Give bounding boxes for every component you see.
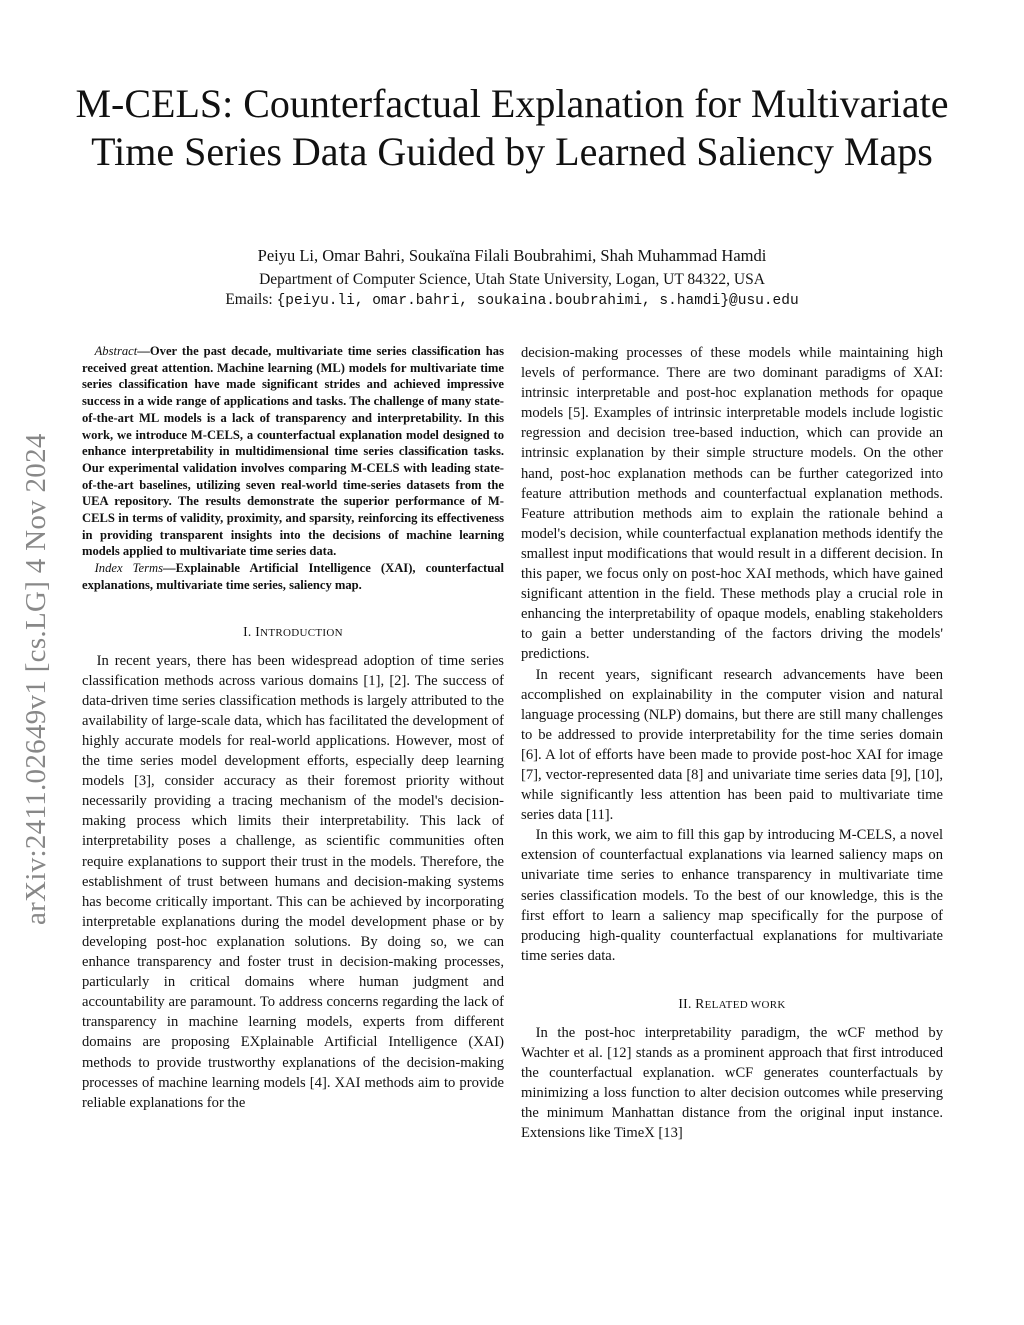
- abstract-text: —Over the past decade, multivariate time series classification has received great attention. Machine learning (ML) models for multivariate time series classification have made significant strides and achieved impressive success in a wide range of applications and tasks. The challenge of many state-of-the-art ML models is a lack of transparency and interpretability. In this work, we introduce M-CELS, a counterfactual explanation model designed to enhance interpretability in multidimensional time series classification tasks. Our experimental validation involves comparing M-CELS with leading state-of-the-art baselines, utilizing seven real-world time-series datasets from the UEA repository. The results demonstrate the superior performance of M-CELS in terms of validity, proximity, and sparsity, reinforcing its effectiveness in providing transparent insights into the decisions of machine learning models applied to multivariate time series data.: [82, 344, 504, 559]
- section-number: II. R: [678, 995, 705, 1011]
- section-title: ELATED WORK: [704, 998, 786, 1011]
- index-terms-text: —Explainable Artificial Intelligence (XAI), counterfactual explanations, multivariate time series, saliency map.: [82, 561, 505, 592]
- section-number: I. I: [243, 623, 261, 639]
- arxiv-identifier: arXiv:2411.02649v1 [cs.LG] 4 Nov 2024: [20, 433, 52, 925]
- emails-label: Emails:: [225, 291, 277, 308]
- abstract-label: Abstract: [94, 344, 138, 358]
- index-terms: [82, 560, 504, 593]
- section-heading-related-work: [521, 994, 943, 1015]
- authors: Peiyu Li, Omar Bahri, Soukaïna Filali Boubrahimi, Shah Muhammad Hamdi: [257, 246, 767, 265]
- email-addresses: {peiyu.li, omar.bahri, soukaina.boubrahimi, s.hamdi}@usu.edu: [276, 293, 799, 309]
- paragraph: In recent years, significant research advancements have been accomplished on explainability in the computer vision and natural language processing (NLP) domains, but there are still many challenges to be addressed to provide interpretability for the time series domain [6]. A lot of efforts have been made to provide post-hoc XAI for image [7], vector-represented data [8] and univariate time series data [9], [10], while significantly less attention has been paid to multivariate time series data [11].: [521, 666, 943, 824]
- paper-title: M-CELS: Counterfactual Explanation for Multivariate Time Series Data Guided by Learned Saliency Maps: [75, 81, 949, 174]
- section-heading-introduction: [82, 622, 504, 643]
- affiliation: Department of Computer Science, Utah State University, Logan, UT 84322, USA: [259, 271, 765, 288]
- paragraph: decision-making processes of these models while maintaining high levels of performance. There are two dominant paradigms of XAI: intrinsic interpretable and post-hoc explanation methods for opaque models [5]. Examples of intrinsic interpretable models include logistic regression and decision tree-based induction, which can provide an intrinsic explanation by their simple structure models. On the other hand, post-hoc explanation methods can be further categorized into feature attribution methods and counterfactual explanation methods. Feature attribution methods aim to explain the rationale behind a model's decision, while counterfactual explanation methods identify the smallest input modifications that would result in a different decision. In this paper, we focus only on post-hoc XAI methods, which have gained significant attention in the field. These methods play a crucial role in enhancing the interpretability of opaque models, enabling stakeholders to gain a better understanding of the factors driving the models' predictions.: [521, 345, 943, 663]
- abstract: [82, 343, 504, 560]
- section-title: NTRODUCTION: [260, 626, 343, 639]
- paragraph: In recent years, there has been widespread adoption of time series classification methods across various domains [1], [2]. The success of data-driven time series classification methods is largely attributed to the availability of large-scale data, which has facilitated the development of highly accurate models for real-world applications. However, most of the time series model development efforts, especially deep learning models [3], consider accuracy as their foremost priority without necessarily providing a tracing mechanism of the model's decision-making process which limits their interpretability. This lack of interpretability poses a challenge, as scientific communities often require explanations to support their trust in the models. Therefore, the establishment of trust between humans and decision-making systems has become critically important. This can be achieved by incorporating interpretable explanations during the model development phase or by developing post-hoc explanation solutions. By doing so, we can enhance transparency and foster trust in decision-making processes, particularly in critical domains where human judgment and accountability are paramount. To address concerns regarding the lack of transparency in machine learning models, experts from different domains are proposing EXplainable Artificial Intelligence (XAI) methods to provide trustworthy explanations of the decision-making processes of machine learning models [4]. XAI methods aim to provide reliable explanations for the: [82, 652, 504, 1111]
- left-column: [82, 343, 504, 1113]
- paragraph: In this work, we aim to fill this gap by introducing M-CELS, a novel extension of counterfactual explanations via learned saliency maps on univariate time series to enhance transparency in multivariate time series classification models. To the best of our knowledge, this is the first effort to learn a saliency map specifically for the purpose of producing high-quality counterfactual explanations for multivariate time series data.: [521, 827, 943, 964]
- index-terms-label: Index Terms: [94, 561, 164, 576]
- right-column: [521, 343, 943, 1144]
- paragraph: In the post-hoc interpretability paradigm, the wCF method by Wachter et al. [12] stands as a prominent approach that first introduced the counterfactual explanation. wCF generates counterfactuals by minimizing a loss function to alter decision outcomes while preserving the minimum Manhattan distance from the original input instance. Extensions like TimeX [13]: [521, 1025, 943, 1142]
- emails: [0, 291, 1024, 309]
